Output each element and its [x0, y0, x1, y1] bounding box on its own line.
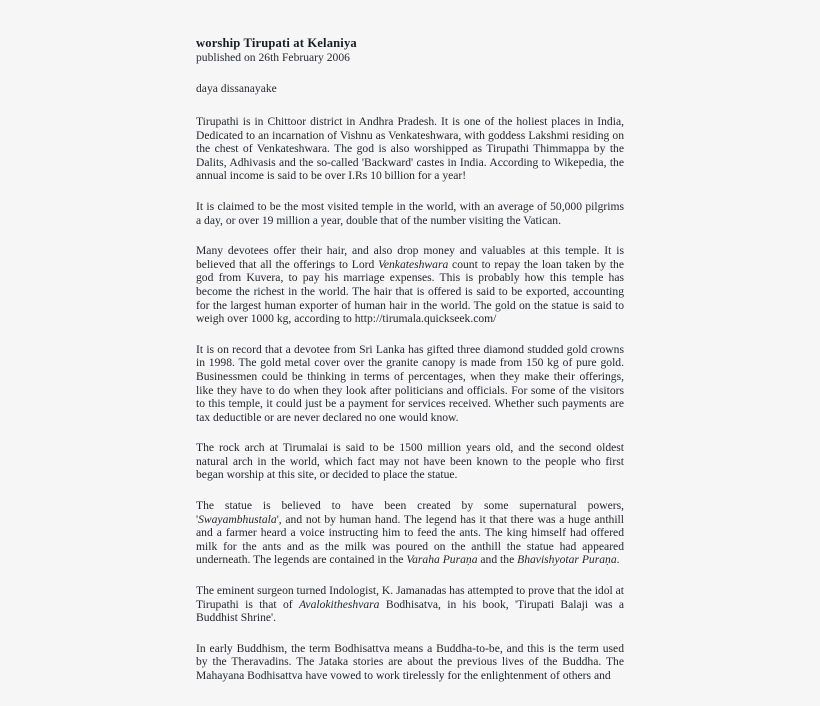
paragraph-2: It is claimed to be the most visited temple in the world, with an average of 50,000 pilgrims a day, or over 19 million a year, double that of the number visiting the Vatican. — [196, 199, 624, 227]
paragraph-8: In early Buddhism, the term Bodhisattva means a Buddha-to-be, and this is the term used by the Theravadins. The Jataka stories are about the previous lives of the Buddha. The Mahayana Bodhisattva have vowed to work tirelessly for the enlightenment of others and — [196, 641, 624, 682]
paragraph-3: Many devotees offer their hair, and also drop money and valuables at this temple. It is believed that all the offerings to Lord Venkateshwara count to repay the loan taken by the god from Kuvera, to pay his marriage expenses. This is probably how this temple has become the richest in the world. The hair that is offered is said to be exported, accounting for the largest human exporter of human hair in the world. The gold on the statue is said to weigh over 1000 kg, according to http://tirumala.quickseek.com/ — [196, 244, 624, 326]
italic-term: Varaha Puraṇa — [406, 553, 478, 567]
document-content — [196, 36, 624, 683]
published-date: published on 26th February 2006 — [196, 51, 350, 64]
author-byline: daya dissanayake — [196, 82, 277, 95]
italic-term: Bhavishyotar Puraṇa — [517, 553, 617, 567]
paragraph-1: Tirupathi is in Chittoor district in Andhra Pradesh. It is one of the holiest places in India, Dedicated to an incarnation of Vishnu as Venkateshwara, with goddess Lakshmi residing on the chest of Venkateshwara. The god is also worshipped as Tirupathi Thimmappa by the Dalits, Adhivasis and the so-called 'Backward' castes in India. According to Wikepedia, the annual income is said to be over I.Rs 10 billion for a year! — [196, 115, 624, 183]
italic-term: Venkateshwara — [378, 257, 449, 271]
paragraph-7: The eminent surgeon turned Indologist, K. Jamanadas has attempted to prove that the idol at Tirupathi is that of Avalokitheshvara Bodhisatva, in his book, 'Tirupati Balaji was a Buddhist Shrine'. — [196, 584, 625, 625]
document-body — [196, 115, 624, 683]
paragraph-5: The rock arch at Tirumalai is said to be 1500 million years old, and the second oldest natural arch in the world, which fact may not have been known to the people who first began worship at this site, or decided to place the statue. — [196, 441, 624, 482]
italic-term: Avalokitheshvara — [298, 597, 380, 611]
page-title: worship Tirupati at Kelaniya — [196, 36, 357, 50]
italic-term: Swayambhustala — [198, 512, 277, 526]
paragraph-6: The statue is believed to have been created by some supernatural powers, 'Swayambhustala', and not by human hand. The legend has it that there was a huge anthill and a farmer heard a voice instructing him to feed the ants. The king himself had offered milk for the ants and as the milk was poured on the anthill the statue had appeared underneath. The legends are contained in the Varaha Puraṇa and the Bhavishyotar Puraṇa. — [196, 499, 624, 567]
paragraph-4: It is on record that a devotee from Sri Lanka has gifted three diamond studded gold crowns in 1998. The gold metal cover over the granite canopy is made from 150 kg of pure gold. Businessmen could be thinking in terms of percentages, when they make their offerings, like they have to do when they look after politicians and officials. For some of the visitors to this temple, it could just be a payment for services received. Whether such payments are tax deductible or are never declared no one would know. — [196, 342, 624, 424]
